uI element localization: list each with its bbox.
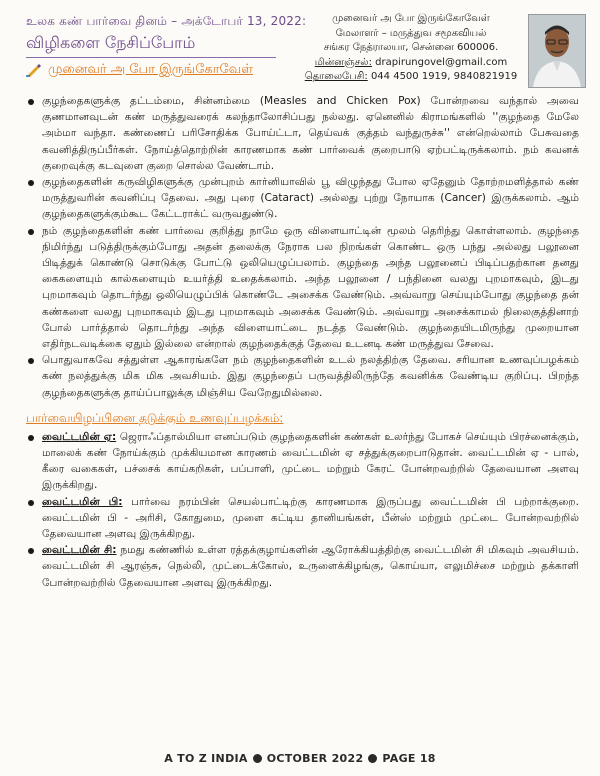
- contact-email[interactable]: drapirungovel@gmail.com: [375, 56, 508, 68]
- page-number: PAGE 18: [382, 752, 436, 765]
- contact-name: முனைவர் அ போ இருங்கோவேள்: [332, 13, 490, 24]
- author-portrait-image: [529, 15, 585, 87]
- pen-icon: [26, 63, 42, 77]
- article-subtitle: விழிகளை நேசிப்போம்: [26, 33, 196, 52]
- list-item: [26, 542, 579, 591]
- vitamin-label: வைட்டமின் ஏ:: [42, 430, 117, 443]
- list-item: குழந்தைகளுக்கு தட்டம்மை, சின்னம்மை (Measles and Chicken Pox) போன்றவை வந்தால் அவை குணமானவுடன் கண் மருத்துவரைக் கலந்தாலோசிப்பது நல்லது. ஏனெனில் கிராமங்களில் ''குழந்தை மேலே அம்மா வந்தா. கண்ணைப் பரிசோதிக்க போய்ட்டா, தெய்வக் குத்தம் வந்துருச்சு'' என்றெல்லாம் பேசுவதை கவனித்திருப்பீர்கள். நோய்த்தொற்றின் காரணமாக கண் பார்வைக் குறைபாடு ஏற்பட்டிருக்கலாம். நம் கவனக் குறைவுக்கு கடவுளை குறை சொல்ல வேண்டாம்.: [26, 93, 579, 174]
- contact-phone-row: [302, 70, 520, 85]
- vitamin-label: வைட்டமின் சி:: [42, 544, 117, 557]
- contact-organization: சங்கர நேத்ராலயா, சென்னை 600006.: [323, 42, 499, 53]
- contact-email-row: [302, 56, 520, 71]
- vitamin-text: ஜெராஃப்தால்மியா எனப்படும் குழந்தைகளின் கண்கள் உலர்ந்து போகச் செய்யும் பிரச்னைக்கும், மாலைக் கண் நோய்க்கும் முக்கியமான காரணம் வைட்டமின் ஏ சத்துக்குறைபாடுதான். வைட்டமின் ஏ - பால், கீரை வகைகள், பச்சைக் காய்கறிகள், பப்பாளி, முட்டை மற்றும் கேரட் போன்றவற்றில் தேவையான அளவு இருக்கிறது.: [42, 430, 579, 492]
- vitamin-text: நமது கண்ணில் உள்ள ரத்தக்குழாய்களின் ஆரோக்கியத்திற்கு வைட்டமின் சி மிகவும் அவசியம். வைட்டமின் சி ஆரஞ்சு, நெல்லி, முட்டைக்கோஸ், உருளைக்கிழங்கு, கொய்யா, எலுமிச்சை மற்றும் தக்காளி போன்றவற்றில் தேவையான அளவு இருக்கிறது.: [42, 544, 580, 589]
- author-byline: [26, 62, 253, 78]
- article-body: [26, 93, 579, 591]
- section-heading: பார்வையிழப்பினை தடுக்கும் உணவுப்பழக்கம்:: [26, 410, 284, 425]
- page-footer: [0, 752, 600, 765]
- author-photo: [528, 14, 586, 88]
- magazine-name: A TO Z INDIA: [164, 752, 248, 765]
- title-divider: [26, 57, 276, 58]
- contact-phone: 044 4500 1919, 9840821919: [370, 71, 518, 82]
- vitamins-list: [26, 429, 579, 591]
- tips-list: [26, 93, 579, 401]
- author-contact-block: [302, 12, 520, 85]
- separator-dot-icon: [368, 754, 377, 763]
- list-item: பொதுவாகவே சத்துள்ள ஆகாரங்களே நம் குழந்தைகளின் உடல் நலத்திற்கு தேவை. சரியான உணவுப்பழக்கம் கண் நலத்துக்கு மிக மிக அவசியம். இது குழந்தைப் பருவத்திலிருந்தே கவனிக்க வேண்டிய குறிப்பு. பிறந்த குழந்தைகளுக்கு தாய்ப்பாலுக்கு மிஞ்சிய வேறேதுமில்லை.: [26, 352, 579, 401]
- list-item: [26, 429, 579, 494]
- separator-dot-icon: [253, 754, 262, 763]
- email-label: மின்னஞ்சல்:: [314, 56, 372, 68]
- vitamin-text: பார்வை நரம்பின் செயல்பாட்டிற்கு காரணமாக இருப்பது வைட்டமின் பி பற்றாக்குறை. வைட்டமின் பி - அரிசி, கோதுமை, முளை கட்டிய தானியங்கள், பீன்ஸ் மற்றும் முட்டை போன்றவற்றில் தேவையான அளவு இருக்கிறது.: [42, 495, 579, 541]
- list-item: [26, 494, 579, 543]
- issue-date: OCTOBER 2022: [266, 752, 364, 765]
- article-occasion-title: உலக கண் பார்வை தினம் – அக்டோபர் 13, 2022:: [26, 14, 307, 28]
- list-item: நம் குழந்தைகளின் கண் பார்வை குறித்து நாமே ஒரு விளையாட்டின் மூலம் தெரிந்து கொள்ளலாம். குழந்தை நிமிர்ந்து படுத்திருக்கும்போது அதன் தலைக்கு நேராக பல நிறங்கள் கொண்ட ஒரு பந்து அல்லது பலூனை பிடித்துக் கொண்டு சொடுக்கு போட்டு ஒலியெழுப்பலாம். குழந்தை அந்த பலூனைப் பிடிப்பதற்கான தனது கைகளையும் கால்களையும் உயர்த்தி உதைக்கலாம். அந்த பலூனை / பந்தினை வலது புறமாகவும், இடது புறமாகவும் தொடர்ந்து ஒலியெழுப்பிக் கொண்டே அசைக்க வேண்டும். அவ்வாறு செய்யும்போது குழந்தை தன் கண்களை வலது புறமாகவும் இடது புறமாகவும் அசைக்க வேண்டும். அவ்வாறு அசைக்காமல் நிலைகுத்தினாற் போல் பார்த்தால் தொடர்ந்து அந்த விளையாட்டை நடத்த வேண்டும். குழந்தையிடமிருந்து முறையான எதிர்நடவடிக்கை ஏதும் இல்லை என்றால் குழந்தைக்குத் தேவை உடனடி கண் மருத்துவ சேவை.: [26, 223, 579, 353]
- list-item: குழந்தைகளின் கருவிழிகளுக்கு முன்புறம் கார்னியாவில் பூ விழுந்தது போல ஏதேனும் தோற்றமளித்தால் கண் மருத்துவரின் கவனிப்பு தேவை. அது புரை (Cataract) அல்லது புற்று நோயாக (Cancer) இருக்கலாம். ஆம் குழந்தைகளுக்கும்கூட கேட்டராக்ட் வருவதுண்டு.: [26, 174, 579, 223]
- vitamin-label: வைட்டமின் பி:: [42, 495, 123, 508]
- author-name: முனைவர் அ போ இருங்கோவேள்: [48, 62, 253, 77]
- phone-label: தொலைபேசி:: [304, 71, 368, 82]
- article-header: [0, 0, 600, 92]
- contact-designation: மேலாளர் – மருத்துவ சமூகவியல்: [335, 27, 487, 39]
